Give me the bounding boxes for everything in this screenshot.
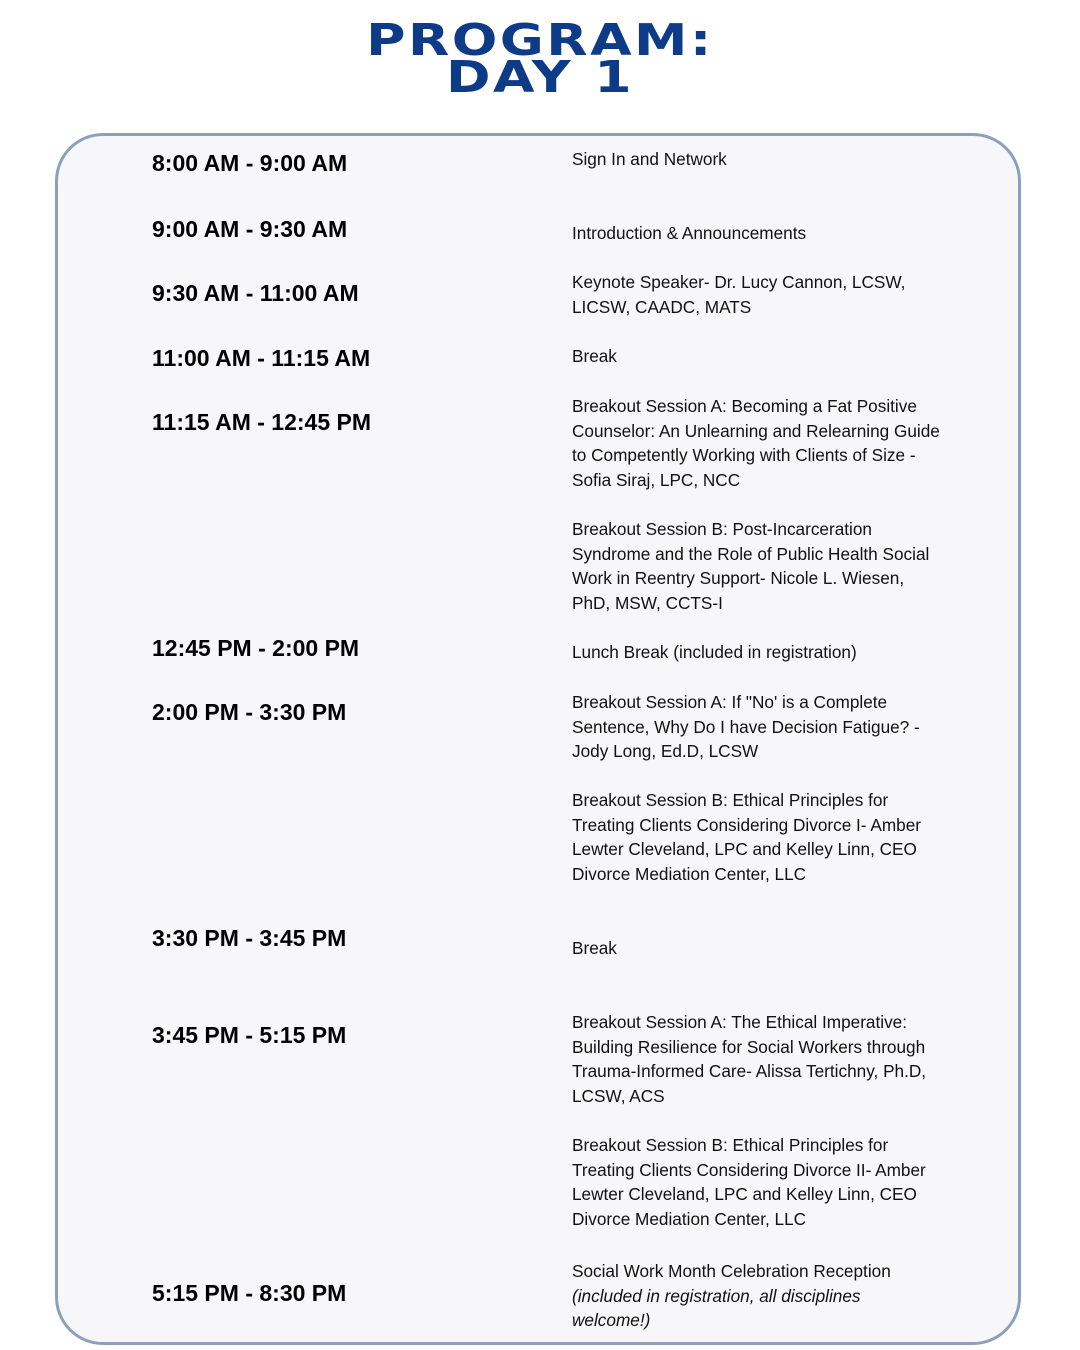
session-description: Break [572, 346, 617, 366]
time-slot: 3:30 PM - 3:45 PM [152, 925, 347, 951]
time-slot: 11:15 AM - 12:45 PM [152, 409, 372, 435]
title-line-1: PROGRAM: [366, 15, 714, 66]
time-slot: 3:45 PM - 5:15 PM [152, 1022, 347, 1048]
session-description-a: Breakout Session A: If "No' is a Complete Sentence, Why Do I have Decision Fatigue? - Jody Long, Ed.D, LCSW [572, 692, 920, 762]
session-description: Keynote Speaker- Dr. Lucy Cannon, LCSW, LICSW, CAADC, MATS [572, 272, 906, 317]
time-slot: 9:30 AM - 11:00 AM [152, 280, 359, 306]
session-description: Break [572, 938, 617, 958]
time-slot: 5:15 PM - 8:30 PM [152, 1280, 347, 1306]
time-slot: 11:00 AM - 11:15 AM [152, 345, 371, 371]
session-description-main: Social Work Month Celebration Reception [572, 1261, 891, 1281]
session-description-note: (included in registration, all disciplines welcome!) [572, 1285, 861, 1331]
time-slot: 8:00 AM - 9:00 AM [152, 150, 348, 176]
session-description: Introduction & Announcements [572, 223, 807, 243]
page-title [0, 15, 1080, 103]
session-description [572, 1259, 942, 1333]
session-description-b: Breakout Session B: Ethical Principles for Treating Clients Considering Divorce II- Amber Lewter Cleveland, LPC and Kelley Linn, CEO Divorce Mediation Center, LLC [572, 1135, 926, 1229]
session-description-a: Breakout Session A: The Ethical Imperative: Building Resilience for Social Workers through Trauma-Informed Care- Alissa Tertichny, Ph.D, LCSW, ACS [572, 1012, 927, 1106]
session-description-b: Breakout Session B: Ethical Principles for Treating Clients Considering Divorce I- Amber Lewter Cleveland, LPC and Kelley Linn, CEO Divorce Mediation Center, LLC [572, 790, 921, 884]
title-line-2: DAY 1 [445, 52, 635, 103]
session-description: Sign In and Network [572, 149, 727, 169]
session-description-b: Breakout Session B: Post-Incarceration Syndrome and the Role of Public Health Social Work in Reentry Support- Nicole L. Wiesen, PhD, MSW, CCTS-I [572, 519, 930, 613]
time-slot: 9:00 AM - 9:30 AM [152, 216, 348, 242]
time-slot: 12:45 PM - 2:00 PM [152, 635, 360, 661]
session-description-a: Breakout Session A: Becoming a Fat Positive Counselor: An Unlearning and Relearning Guide to Competently Working with Clients of Size -Sofia Siraj, LPC, NCC [572, 396, 940, 490]
time-slot: 2:00 PM - 3:30 PM [152, 699, 347, 725]
session-description: Lunch Break (included in registration) [572, 642, 857, 662]
